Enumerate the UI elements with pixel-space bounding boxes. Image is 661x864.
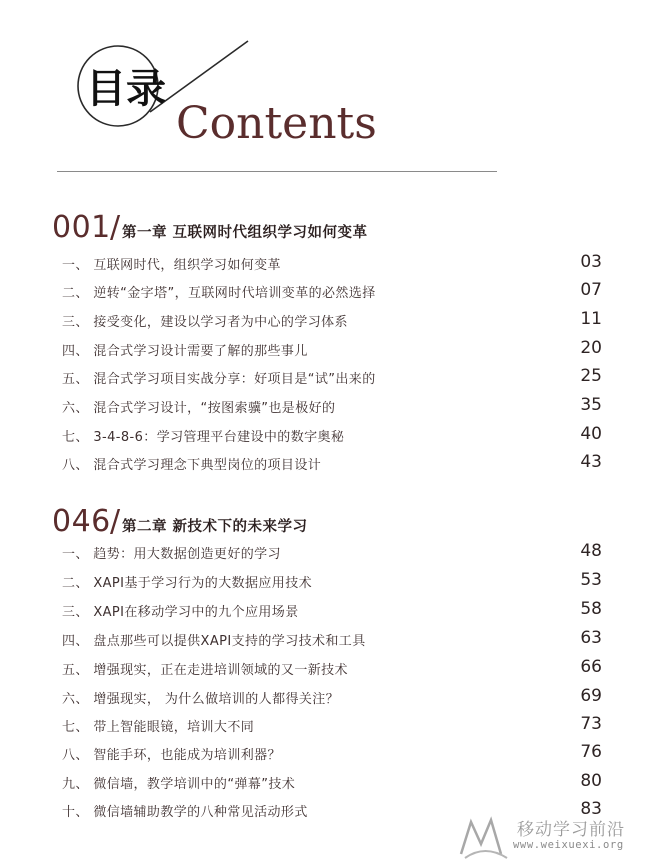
toc-item-label: 三、 接受变化，建设以学习者为中心的学习体系	[62, 315, 348, 330]
toc-item-label: 一、 趋势：用大数据创造更好的学习	[62, 547, 281, 562]
toc-item-label: 五、 增强现实，正在走进培训领域的又一新技术	[62, 663, 348, 678]
toc-item-label: 七、 3-4-8-6：学习管理平台建设中的数字奥秘	[62, 430, 345, 445]
chapter-1-heading	[52, 205, 612, 245]
toc-item-label: 六、 混合式学习设计，“按图索骥”也是极好的	[62, 401, 336, 416]
toc-item[interactable]	[62, 657, 602, 681]
toc-item-page: 40	[580, 424, 602, 444]
chapter-slash: /	[110, 504, 121, 539]
toc-item-page: 66	[580, 657, 602, 677]
toc-item-label: 八、 混合式学习理念下典型岗位的项目设计	[62, 458, 322, 473]
toc-item-page: 03	[580, 252, 602, 272]
toc-item-label: 六、 增强现实， 为什么做培训的人都得关注？	[62, 692, 340, 707]
toc-item-label: 七、 带上智能眼镜，培训大不同	[62, 720, 255, 735]
toc-item[interactable]	[62, 742, 602, 766]
toc-item[interactable]	[62, 714, 602, 738]
toc-item[interactable]	[62, 771, 602, 795]
toc-item-label: 九、 微信墙，教学培训中的“弹幕”技术	[62, 777, 296, 792]
toc-item-label: 四、 盘点那些可以提供XAPI支持的学习技术和工具	[62, 634, 366, 649]
toc-item-label: 五、 混合式学习项目实战分享：好项目是“试”出来的	[62, 372, 376, 387]
toc-item-page: 58	[580, 599, 602, 619]
toc-item[interactable]	[62, 599, 602, 623]
toc-item-page: 83	[580, 799, 602, 819]
toc-item[interactable]	[62, 280, 602, 304]
toc-item[interactable]	[62, 366, 602, 390]
toc-item-page: 43	[580, 452, 602, 472]
watermark-url: www.weixuexi.org	[513, 839, 624, 851]
chapter-number: 001	[52, 210, 111, 245]
toc-item[interactable]	[62, 541, 602, 565]
contents-logo	[0, 0, 661, 160]
toc-item[interactable]	[62, 252, 602, 276]
toc-item[interactable]	[62, 395, 602, 419]
toc-item-page: 69	[580, 686, 602, 706]
toc-item[interactable]	[62, 452, 602, 476]
watermark	[455, 812, 661, 864]
toc-item[interactable]	[62, 309, 602, 333]
chapter-slash: /	[110, 210, 121, 245]
chapter-title: 第二章 新技术下的未来学习	[122, 519, 308, 535]
toc-item[interactable]	[62, 686, 602, 710]
title-english: Contents	[176, 98, 377, 149]
toc-item-page: 80	[580, 771, 602, 791]
toc-item-label: 二、 XAPI基于学习行为的大数据应用技术	[62, 576, 313, 591]
toc-item-page: 48	[580, 541, 602, 561]
toc-item-label: 十、 微信墙辅助教学的八种常见活动形式	[62, 805, 308, 820]
title-chinese: 目录	[86, 66, 166, 112]
toc-item-page: 11	[580, 309, 602, 329]
watermark-logo-icon	[457, 814, 513, 862]
toc-item[interactable]	[62, 570, 602, 594]
toc-item-page: 25	[580, 366, 602, 386]
chapter-number: 046	[52, 504, 111, 539]
toc-item-label: 二、 逆转“金字塔”，互联网时代培训变革的必然选择	[62, 286, 376, 301]
toc-item-page: 63	[580, 628, 602, 648]
header-divider	[57, 171, 497, 172]
toc-item-page: 07	[580, 280, 602, 300]
toc-item[interactable]	[62, 628, 602, 652]
toc-item-label: 三、 XAPI在移动学习中的九个应用场景	[62, 605, 299, 620]
chapter-title: 第一章 互联网时代组织学习如何变革	[122, 225, 368, 241]
toc-item-label: 八、 智能手环，也能成为培训利器？	[62, 748, 281, 763]
toc-item[interactable]	[62, 338, 602, 362]
toc-item-page: 73	[580, 714, 602, 734]
toc-item-label: 一、 互联网时代，组织学习如何变革	[62, 258, 281, 273]
toc-item-page: 76	[580, 742, 602, 762]
toc-item-page: 53	[580, 570, 602, 590]
watermark-name: 移动学习前沿	[517, 820, 625, 840]
toc-item-page: 20	[580, 338, 602, 358]
toc-item-page: 35	[580, 395, 602, 415]
toc-item[interactable]	[62, 424, 602, 448]
toc-item-label: 四、 混合式学习设计需要了解的那些事儿	[62, 344, 308, 359]
chapter-2-heading	[52, 499, 612, 539]
